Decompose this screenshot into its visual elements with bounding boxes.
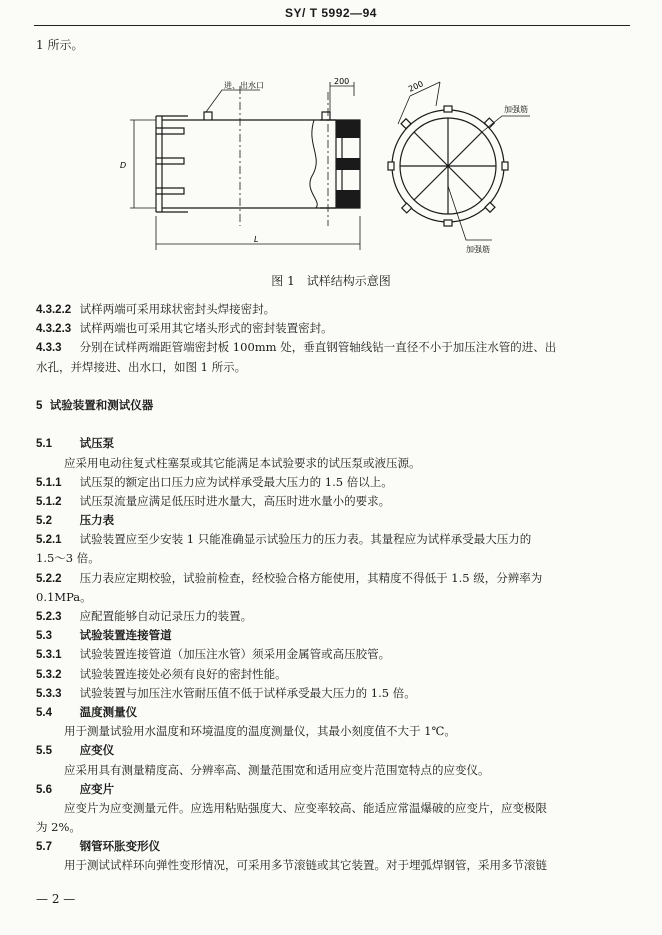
header-rule: [34, 25, 630, 26]
section-56-text-cont: 为 2%。: [36, 820, 81, 835]
inlet-nozzle-right: [322, 112, 330, 120]
dim-L-line: [156, 216, 360, 250]
figure-caption: 图 1 试样结构示意图: [271, 274, 391, 288]
figure-1-diagram: [110, 76, 550, 264]
line-4323: 4.3.2.3 试样两端也可采用其它堵头形式的密封装置密封。: [36, 321, 333, 336]
body-text: [36, 300, 626, 876]
section-55-heading: 5.5 应变仪: [36, 745, 115, 758]
line-521-cont: 1.5～3 倍。: [36, 551, 100, 566]
section-54-heading: 5.4 温度测量仪: [36, 706, 138, 719]
page-number: — 2 —: [36, 892, 76, 906]
label-dim-200-left: 200: [334, 77, 350, 86]
label-D: D: [120, 161, 127, 170]
label-inlet: 进、出水口: [224, 81, 264, 90]
section-52-heading: 5.2 压力表: [36, 515, 115, 528]
section-5-heading: 5 试验装置和测试仪器: [36, 399, 154, 412]
inlet-nozzle-left: [204, 112, 212, 120]
dim-200-line: [330, 82, 354, 116]
section-54-text: 用于测量试验用水温度和环境温度的温度测量仪，其最小刻度值不大于 1℃。: [64, 724, 456, 739]
inlet-leader: [206, 90, 260, 112]
section-53-heading: 5.3 试验装置连接管道: [36, 630, 172, 643]
label-dim-200-right: 200: [407, 79, 425, 94]
line-512: 5.1.2 试压泵流量应满足低压时进水量大，高压时进水量小的要求。: [36, 493, 391, 508]
line-4322: 4.3.2.2 试样两端可采用球状密封头焊接密封。: [36, 302, 276, 316]
section-51-heading: 5.1 试压泵: [36, 438, 115, 451]
section-57-heading: 5.7 钢管环胀变形仪: [36, 841, 161, 854]
section-55-text: 应采用具有测量精度高、分辨率高、测量范围宽和适用应变片范围宽特点的应变仪。: [64, 762, 490, 777]
section-56-heading: 5.6 应变片: [36, 783, 115, 796]
label-L: L: [254, 235, 259, 244]
line-533: 5.3.3 试验装置与加压注水管耐压值不低于试样承受最大压力的 1.5 倍。: [36, 685, 416, 700]
line-521: 5.2.1 试验装置应至少安装 1 只能准确显示试验压力的压力表。其量程应为试样承受最大压力的: [36, 532, 532, 547]
blank-line: [36, 415, 626, 434]
line-522: 5.2.2 压力表应定期校验，试验前检查，经校验合格方能使用，其精度不得低于 1.5 级，分辨率为: [36, 570, 543, 585]
dim-D-line: [130, 120, 156, 208]
right-flange-fill-bottom: [336, 190, 360, 208]
left-teeth: [156, 128, 184, 194]
section-56-text: 应变片为应变测量元件。应选用粘贴强度大、应变率较高、能适应常温爆破的应变片，应变极限: [64, 800, 547, 815]
line-433: 4.3.3 分别在试样两端距管端密封板 100mm 处，垂直钢管轴线钻一直径不小于加压注水管的进、出: [36, 340, 557, 355]
page-header: SY/ T 5992—94: [285, 6, 377, 20]
right-flange-fill-top: [336, 120, 360, 138]
line-522-cont: 0.1MPa。: [36, 589, 92, 604]
section-51-text: 应采用电动往复式柱塞泵或其它能满足本试验要求的试压泵或液压源。: [64, 455, 421, 470]
line-433-cont: 水孔，并焊接进、出水口，如图 1 所示。: [36, 359, 247, 374]
section-57-text: 用于测试试样环向弹性变形情况，可采用多节滚链或其它装置。对于埋弧焊钢管，采用多节滚链: [64, 858, 547, 873]
section-ribs: [400, 118, 496, 214]
right-flange-fill-mid: [336, 158, 360, 170]
break-line: [310, 120, 317, 208]
line-511: 5.1.1 试压泵的额定出口压力应为试样承受最大压力的 1.5 倍以上。: [36, 474, 393, 489]
blank-line: [36, 377, 626, 396]
intro-text: 1 所示。: [36, 38, 84, 52]
label-rib-bottom: 加强筋: [466, 245, 490, 254]
line-532: 5.3.2 试验装置连接处必须有良好的密封性能。: [36, 666, 287, 681]
label-rib-top: 加强筋: [504, 105, 528, 114]
line-523: 5.2.3 应配置能够自动记录压力的装置。: [36, 609, 253, 623]
pipe-body-outline: [162, 120, 336, 208]
line-531: 5.3.1 试验装置连接管道（加压注水管）须采用金属管或高压胶管。: [36, 647, 391, 662]
